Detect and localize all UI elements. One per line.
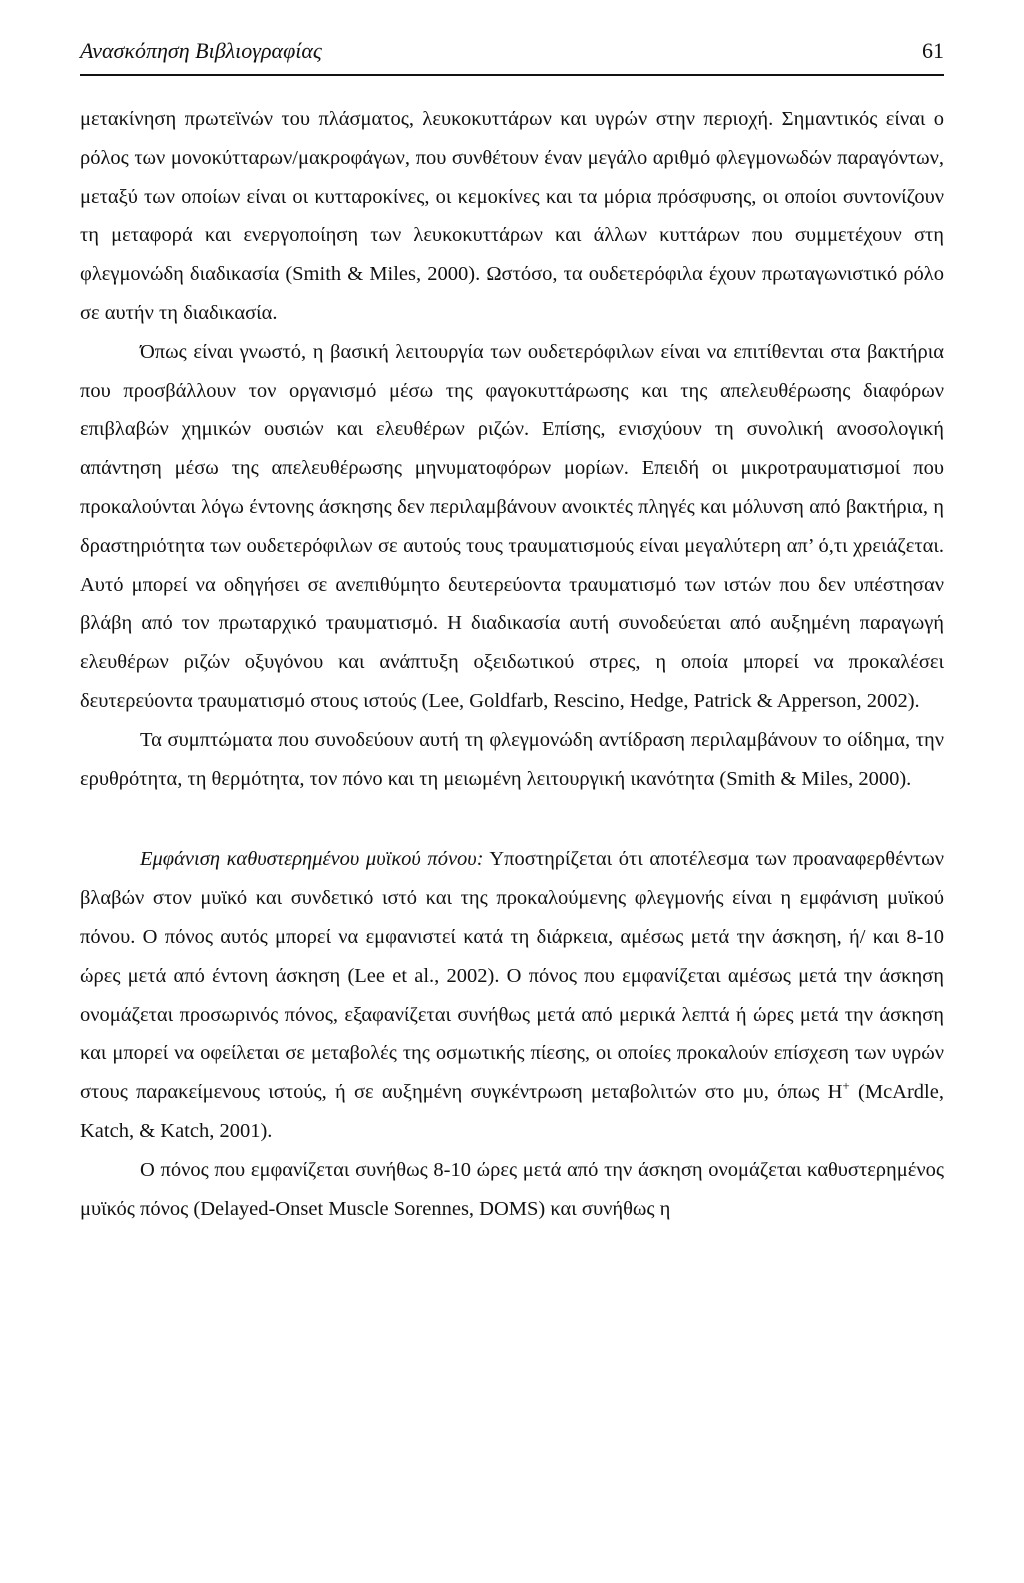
superscript-plus: + — [842, 1078, 850, 1094]
chapter-title: Ανασκόπηση Βιβλιογραφίας — [80, 38, 322, 63]
paragraph-3: Τα συμπτώματα που συνοδεύουν αυτή τη φλεγμονώδη αντίδραση περιλαμβάνουν το οίδημα, την ερυθρότητα, τη θερμότητα, τον πόνο και τη μειωμένη λειτουργική ικανότητα (Smith & Miles, 2000). — [80, 728, 944, 790]
header-divider — [80, 74, 944, 76]
body-text — [80, 100, 944, 1228]
paragraph-4-body: Υποστηρίζεται ότι αποτέλεσμα των προαναφερθέντων βλαβών στον μυϊκό και συνδετικό ιστό και της προκαλούμενης φλεγμονής είναι η εμφάνιση μυϊκού πόνου. Ο πόνος αυτός μπορεί να εμφανιστεί κατά τη διάρκεια, αμέσως μετά την άσκηση, ή/ και 8-10 ώρες μετά από έντονη άσκηση (Lee et al., 2002). Ο πόνος που εμφανίζεται αμέσως μετά την άσκηση ονομάζεται προσωρινός πόνος, εξαφανίζεται συνήθως μετά από μερικά λεπτά ή ώρες μετά την άσκηση και μπορεί να οφείλεται σε μεταβολές της οσμωτικής πίεσης, οι οποίες προκαλούν επίσχεση των υγρών στους παρακείμενους ιστούς, ή σε αυξημένη συγκέντρωση μεταβολιτών στο μυ, όπως Η — [80, 848, 944, 1104]
paragraph-4 — [80, 840, 944, 1150]
paragraph-2: Όπως είναι γνωστό, η βασική λειτουργία των ουδετερόφιλων είναι να επιτίθενται στα βακτήρια που προσβάλλουν τον οργανισμό μέσω της φαγοκυττάρωσης και της απελευθέρωσης διαφόρων επιβλαβών χημικών ουσιών και ελευθέρων ριζών. Επίσης, ενισχύουν τη συνολική ανοσολογική απάντηση μέσω της απελευθέρωσης μηνυματοφόρων μορίων. Επειδή οι μικροτραυματισμοί που προκαλούνται λόγω έντονης άσκησης δεν περιλαμβάνουν ανοικτές πληγές και μόλυνση από βακτήρια, η δραστηριότητα των ουδετερόφιλων σε αυτούς τους τραυματισμούς είναι μεγαλύτερη απ’ ό,τι χρειάζεται. Αυτό μπορεί να οδηγήσει σε ανεπιθύμητο δευτερεύοντα τραυματισμό των ιστών που δεν υπέστησαν βλάβη από τον πρωταρχικό τραυματισμό. Η διαδικασία αυτή συνοδεύεται από αυξημένη παραγωγή ελευθέρων ριζών οξυγόνου και ανάπτυξη οξειδωτικού στρες, η οποία μπορεί να προκαλέσει δευτερεύοντα τραυματισμό στους ιστούς (Lee, Goldfarb, Rescino, Hedge, Patrick & Apperson, 2002). — [80, 340, 944, 712]
page-number: 61 — [922, 38, 944, 63]
running-header — [80, 38, 944, 64]
paragraph-1: μετακίνηση πρωτεϊνών του πλάσματος, λευκοκυττάρων και υγρών στην περιοχή. Σημαντικός είναι ο ρόλος των μονοκύτταρων/μακροφάγων, που συνθέτουν έναν μεγάλο αριθμό φλεγμονωδών παραγόντων, μεταξύ των οποίων είναι οι κυτταροκίνες, οι κεμοκίνες και τα μόρια πρόσφυσης, οι οποίοι συντονίζουν τη μεταφορά και ενεργοποίηση των λευκοκυττάρων και άλλων κυττάρων που συμμετέχουν στη φλεγμονώδη διαδικασία (Smith & Miles, 2000). Ωστόσο, τα ουδετερόφιλα έχουν πρωταγωνιστικό ρόλο σε αυτήν τη διαδικασία. — [80, 108, 944, 324]
paragraph-5: Ο πόνος που εμφανίζεται συνήθως 8-10 ώρες μετά από την άσκηση ονομάζεται καθυστερημένος μυϊκός πόνος (Delayed-Onset Muscle Sorennes, DOMS) και συνήθως η — [80, 1158, 944, 1220]
section-subheading: Εμφάνιση καθυστερημένου μυϊκού πόνου: — [140, 848, 484, 871]
paragraph-4-tail: (McArdle, Katch, & Katch, 2001). — [80, 1081, 944, 1142]
